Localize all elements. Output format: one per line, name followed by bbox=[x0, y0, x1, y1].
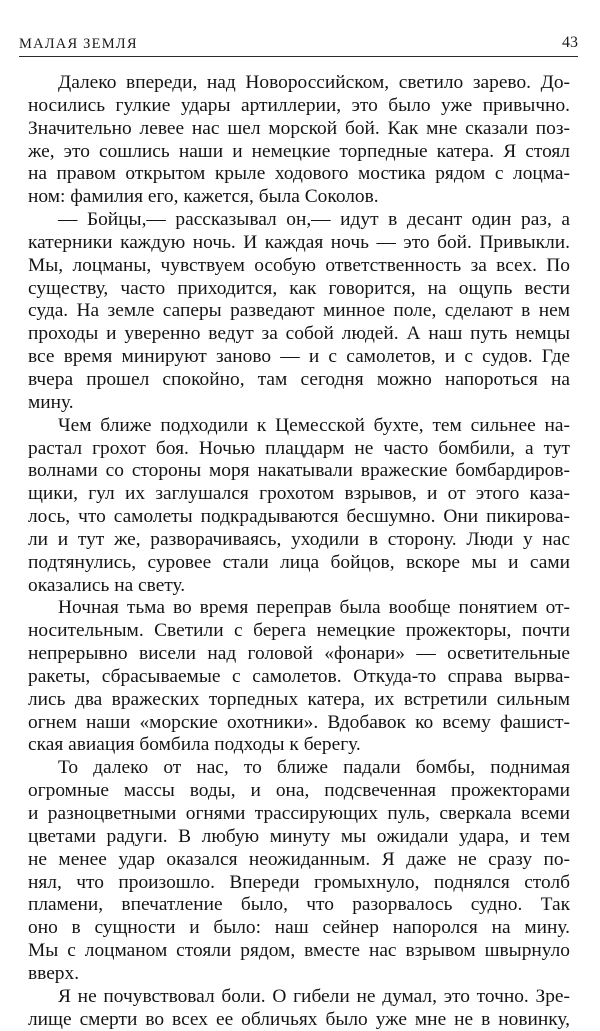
text-line: ли и тут же, разворачиваясь, уходили в сторону. Люди у нас bbox=[28, 528, 570, 550]
running-title: МАЛАЯ ЗЕМЛЯ bbox=[19, 36, 138, 52]
text-line: оказались на свету. bbox=[28, 574, 186, 596]
text-line: Значительно левее нас шел морской бой. Как мне сказали поз- bbox=[28, 117, 570, 139]
text-line: цветами радуги. В любую минуту мы ожидали удара, и тем bbox=[28, 825, 570, 847]
running-head bbox=[19, 34, 578, 56]
text-line: не менее удар оказался неожиданным. Я даже не сразу по- bbox=[28, 848, 570, 870]
text-line: проходы и уверенно ведут за собой людей. А наш путь немцы bbox=[28, 323, 570, 345]
text-line: ская авиация бомбила подходы к берегу. bbox=[28, 734, 361, 756]
page-number: 43 bbox=[562, 34, 578, 51]
text-line: лись два вражеских торпедных катера, их встретили сильным bbox=[28, 688, 570, 710]
text-line: лось, что самолеты подкрадываются бесшумно. Они пикирова- bbox=[28, 506, 570, 528]
text-line: оно в сущности и было: наш сейнер напоролся на мину. bbox=[28, 917, 570, 939]
text-line: катерники каждую ночь. И каждая ночь — это бой. Привыкли. bbox=[28, 231, 570, 253]
text-line: Мы с лоцманом стояли рядом, вместе нас взрывом швырнуло bbox=[28, 940, 570, 962]
text-line: лище смерти во всех ее обличьях было уже мне не в новинку, bbox=[28, 1008, 570, 1030]
text-line: ракеты, сбрасываемые с самолетов. Откуда-то справа вырва- bbox=[28, 665, 570, 687]
text-line: вчера прошел спокойно, там сегодня можно напороться на bbox=[28, 368, 570, 390]
body-text bbox=[28, 72, 570, 1031]
text-line: Ночная тьма во время переправ была вообще понятием от- bbox=[58, 597, 570, 619]
text-line: мину. bbox=[28, 391, 74, 413]
text-line: вверх. bbox=[28, 962, 80, 984]
text-line: растал грохот боя. Ночью плацдарм не часто бомбили, а тут bbox=[28, 437, 570, 459]
text-line: Чем ближе подходили к Цемесской бухте, тем сильнее на- bbox=[58, 414, 570, 436]
text-line: волнами со стороны моря накатывали вражеские бомбардиров- bbox=[28, 460, 570, 482]
text-line: на правом открытом крыле ходового мостика рядом с лоцма- bbox=[28, 163, 570, 185]
text-line: носительным. Светили с берега немецкие прожекторы, почти bbox=[28, 620, 570, 642]
text-line: существу, часто приходится, как говорится, на ощупь вести bbox=[28, 277, 570, 299]
text-line: все время минируют заново — и с самолетов, и с судов. Где bbox=[28, 346, 570, 368]
text-line: огнем наши «морские охотники». Вдобавок ко всему фашист- bbox=[28, 711, 570, 733]
text-line: носились гулкие удары артиллерии, это было уже привычно. bbox=[28, 94, 570, 116]
text-line: пламени, впечатление было, что разорвалось судно. Так bbox=[28, 894, 570, 916]
text-line: подтянулись, суровее стали лица бойцов, вскоре мы и сами bbox=[28, 551, 570, 573]
text-line: ном: фамилия его, кажется, была Соколов. bbox=[28, 186, 379, 208]
text-line: щики, гул их заглушался грохотом взрывов, и от этого каза- bbox=[28, 483, 570, 505]
header-rule bbox=[19, 56, 578, 57]
text-line: Далеко впереди, над Новороссийском, светило зарево. До- bbox=[58, 72, 570, 93]
text-line: непрерывно висели над головой «фонари» — осветительные bbox=[28, 643, 570, 665]
text-line: нял, что произошло. Впереди громыхнуло, поднялся столб bbox=[28, 871, 570, 893]
text-line: огромные массы воды, и она, подсвеченная прожекторами bbox=[28, 780, 570, 802]
text-line: — Бойцы,— рассказывал он,— идут в десант один раз, а bbox=[58, 209, 570, 231]
text-line: суда. На земле саперы разведают минное поле, сделают в нем bbox=[28, 300, 570, 322]
text-line: Я не почувствовал боли. О гибели не думал, это точно. Зре- bbox=[58, 985, 570, 1007]
text-line: и разноцветными огнями трассирующих пуль, сверкала всеми bbox=[28, 803, 570, 824]
text-line: же, это сошлись наши и немецкие торпедные катера. Я стоял bbox=[28, 140, 570, 162]
text-line: То далеко от нас, то ближе падали бомбы, поднимая bbox=[58, 757, 570, 779]
text-line: Мы, лоцманы, чувствуем особую ответственность за всех. По bbox=[28, 254, 570, 276]
